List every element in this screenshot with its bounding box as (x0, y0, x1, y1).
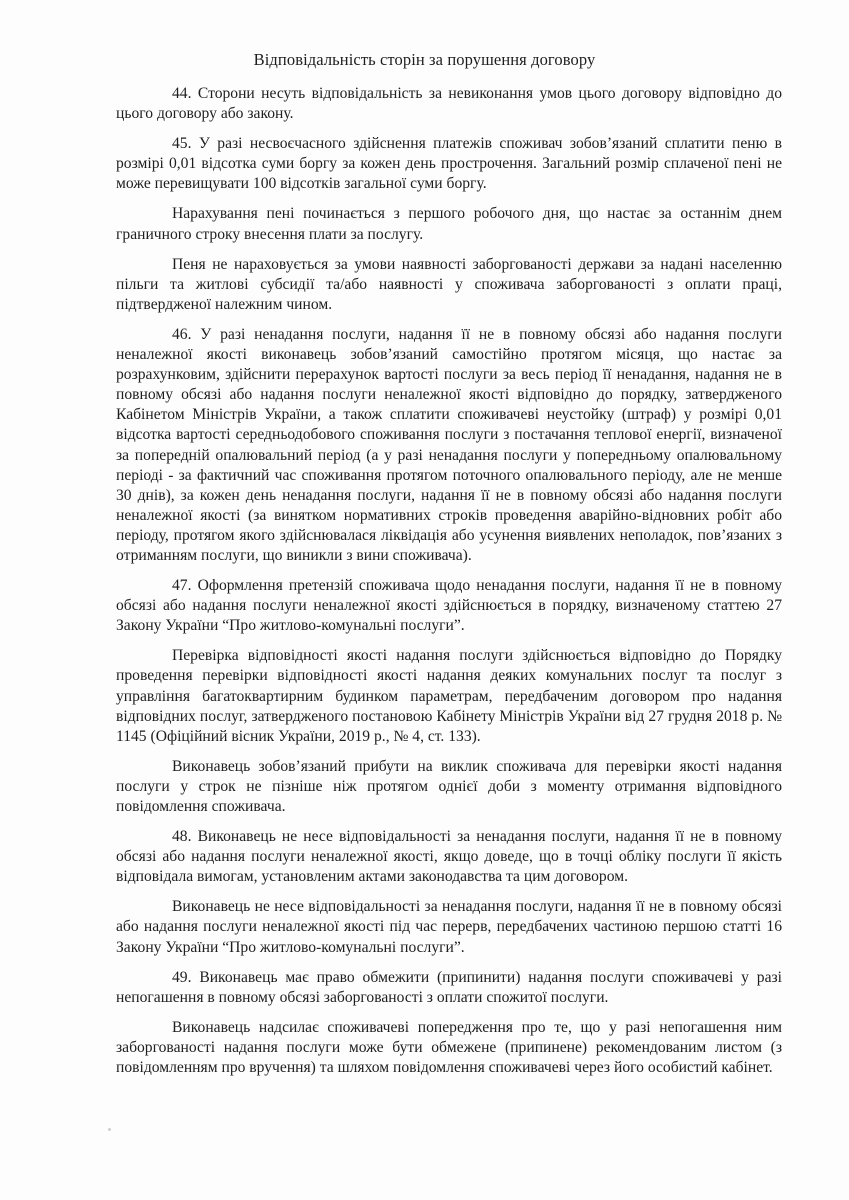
paragraph-49: 49. Виконавець має право обмежити (припинити) надання послуги споживачеві у разі непогашення в повному обсязі заборгованості з оплати спожитої послуги. (116, 968, 782, 1006)
paragraph-48: 48. Виконавець не несе відповідальності за ненадання послуги, надання її не в повному обсязі або надання послуги неналежної якості, якщо доведе, що в точці обліку послуги її якість відповідала вимогам, установленим актами законодавства та цим договором. (116, 828, 782, 886)
section-title: Відповідальність сторін за порушення договору (253, 50, 596, 69)
paragraph-45: 45. У разі несвоєчасного здійснення платежів споживач зобов’язаний сплатити пеню в розмірі 0,01 відсотка суми боргу за кожен день прострочення. Загальний розмір сплаченої пені не може перевищувати 100 відсотків загальної суми боргу. (116, 135, 782, 193)
paragraph-44: 44. Сторони несуть відповідальність за невиконання умов цього договору відповідно до цього договору або закону. (116, 85, 782, 123)
paragraph-49-warning: Виконавець надсилає споживачеві попередження про те, що у разі непогашення ним заборгованості надання послуги може бути обмежене (припинене) рекомендованим листом (з повідомленням про вручення) та шляхом повідомлення споживачеві через його особистий кабінет. (116, 1018, 782, 1077)
paragraph-47-quality-check: Перевірка відповідності якості надання послуги здійснюється відповідно до Порядку проведення перевірки відповідності якості надання деяких комунальних послуг та послуг з управління багатоквартирним будинком параметрам, передбаченим договором про надання відповідних послуг, затвердженого постановою Кабінету Міністрів України від 27 грудня 2018 р. № 1145 (Офіційний вісник України, 2019 р., № 4, ст. 133). (116, 647, 782, 745)
paragraph-45-penalty-start: Нарахування пені починається з першого робочого дня, що настає за останнім днем граничного строку внесення плати за послугу. (116, 205, 782, 243)
scan-speck (108, 1128, 111, 1131)
paragraph-48-interruptions: Виконавець не несе відповідальності за ненадання послуги, надання її не в повному обсязі або надання послуги неналежної якості під час перерв, передбачених частиною першою статті 16 Закону України “Про житлово-комунальні послуги”. (116, 898, 782, 956)
document-body (116, 84, 782, 1088)
paragraph-47: 47. Оформлення претензій споживача щодо ненадання послуги, надання її не в повному обсязі або надання послуги неналежної якості здійснюється в порядку, визначеному статтею 27 Закону України “Про житлово-комунальні послуги”. (116, 577, 782, 635)
paragraph-46: 46. У разі ненадання послуги, надання її не в повному обсязі або надання послуги неналежної якості виконавець зобов’язаний самостійно протягом місяця, що настає за розрахунковим, здійснити перерахунок вартості послуги за весь період її ненадання, надання не в повному обсязі або надання послуги неналежної якості відповідно до порядку, затвердженого Кабінетом Міністрів України, а також сплатити споживачеві неустойку (штраф) у розмірі 0,01 відсотка вартості середньодобового споживання послуги з постачання теплової енергії, визначеної за попередній опалювальний період (а у разі ненадання послуги у попередньому опалювальному періоді - за фактичний час споживання протягом поточного опалювального періоду, але не менше 30 днів), за кожен день ненадання послуги, надання її не в повному обсязі або надання послуги неналежної якості (за винятком нормативних строків проведення аварійно-відновних робіт або періоду, протягом якого здійснювалася ліквідація або усунення виявлених неполадок, пов’язаних з отриманням послуги, що виникли з вини споживача). (116, 325, 782, 564)
paragraph-47-arrival: Виконавець зобов’язаний прибути на виклик споживача для перевірки якості надання послуги у строк не пізніше ніж протягом однієї доби з моменту отримання відповідного повідомлення споживача. (116, 757, 782, 815)
paragraph-45-penalty-exemption: Пеня не нараховується за умови наявності заборгованості держави за надані населенню пільги та житлові субсидії та/або наявності у споживача заборгованості з оплати праці, підтвердженої належним чином. (116, 255, 782, 313)
